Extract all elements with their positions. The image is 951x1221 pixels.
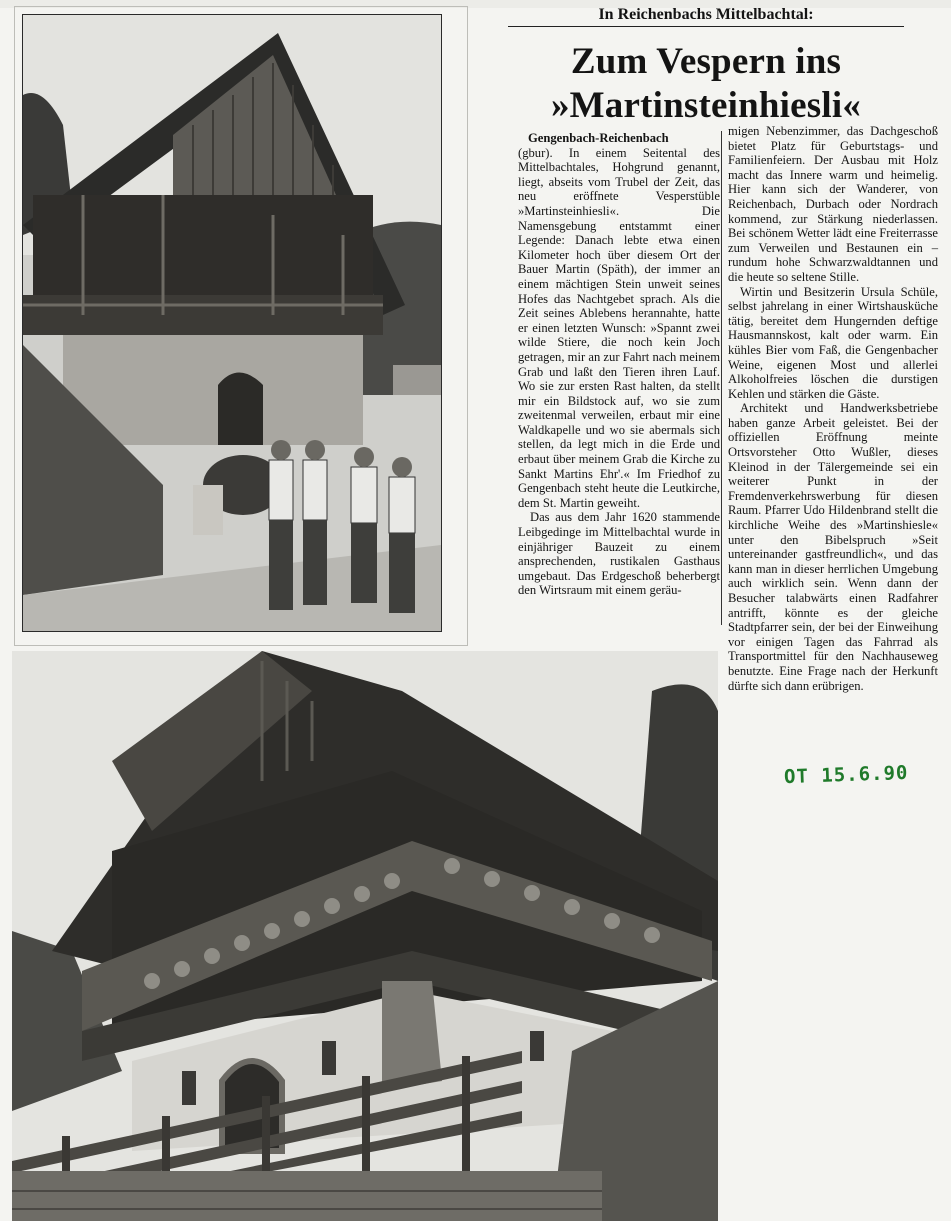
- article-paragraph: migen Nebenzimmer, das Dachgeschoß bietet Platz für Geburtstags- und Familienfeiern. Der Ausbau mit Holz macht das Innere warm und heimelig. Hier kann sich der Wanderer, von Reichenbach, Durbach oder Nordrach kommend, zur Stärkung niederlassen. Bei schönem Wetter lädt eine Freiterrasse zum Verweilen und Bestaunen ein – rundum hohe Schwarzwaldtannen und die heute so seltene Stille.: [728, 124, 938, 284]
- barn-photo: [22, 14, 442, 632]
- barn-photo-image: [23, 15, 441, 631]
- newspaper-article: [508, 4, 938, 764]
- handwritten-date-note: OT 15.6.90: [783, 761, 909, 789]
- article-dateline: Gengenbach-Reichenbach: [528, 131, 669, 145]
- column-divider: [721, 131, 722, 625]
- headline-line-1: Zum Vespern ins: [570, 41, 842, 82]
- article-kicker: In Reichenbachs Mittelbachtal:: [508, 6, 904, 27]
- article-paragraph: Das aus dem Jahr 1620 stammende Leibgedinge im Mittelbachtal wurde in einjähriger Bauzeit zu einem ansprechenden, rustikalen Gasthaus umgebaut. Das Erdgeschoß beherbergt den Wirtsraum mit einem geräu-: [518, 510, 720, 598]
- article-headline: [508, 40, 904, 128]
- article-paragraph: (gbur). In einem Seitental des Mittelbachtales, Hohgrund genannt, liegt, abseits vom Trubel der Zeit, das neu eröffnete Vesperstüble »Martinsteinhiesli«. Die Namensgebung entstammt einer Legende: Danach lebte etwa einen Kilometer hoch über diesem Ort der Bauer Martin (Späth), der immer an einem mächtigen Stein unweit seines Hofes das Nachtgebet sprach. Als die Zeit seines Ablebens herannahte, hatte er einen letzten Wunsch: »Spannt zwei wilde Stiere, die noch kein Joch getragen, mir an zur Fahrt nach meinem Grab und laßt den Tieren ihren Lauf. Wo sie zur ersten Rast halten, da stellt mir ein Bildstock auf, wo sie zum zweitenmal verweilen, erbaut mir eine Waldkapelle und wo sie abermals sich stellen, da legt mich in die Erde und erbaut über meinem Grab die Kirche zu Sankt Martins Ehr'.« Im Friedhof zu Gengenbach steht heute die Leutkirche, dem St. Martin geweiht.: [518, 145, 720, 510]
- article-paragraph: Architekt und Handwerksbetriebe haben ganze Arbeit geleistet. Bei der offiziellen Eröffnung meinte Ortsvorsteher Otto Wußler, dieses Kleinod in der Tälergemeinde sei ein weiterer Punkt in der Fremdenverkehrswerbung für diesen Raum. Pfarrer Udo Hildenbrand stellt die kirchliche Weihe des »Martinshiesle« unter den Bibelspruch »Seit untereinander gastfreundlich«, und das kann man in dieser herrlichen Umgebung auch wirklich sein. Wenn dann der Besucher talabwärts einen Radfahrer antrifft, könnte es der gleiche Stadtpfarrer sein, der bei der Einweihung vor einigen Tagen das Fahrrad als Transportmittel für den Nachhauseweg benutzte. Eine Frage nach der Herkunft dürfte sich dann erübrigen.: [728, 401, 938, 693]
- article-column-2: [728, 124, 938, 693]
- article-paragraph: Wirtin und Besitzerin Ursula Schüle, selbst jahrelang in einer Wirtshausküche tätig, bereitet dem Hungernden deftige Hausmannskost, kalt oder warm. Ein kühles Bier vom Faß, die Gengenbacher Weine, eigenen Most und allerlei Alkoholfreies löschen die durstigen Kehlen und stärken die Gäste.: [728, 284, 938, 401]
- headline-line-2: »Martinsteinhiesli«: [550, 85, 862, 126]
- article-column-1: [518, 131, 720, 598]
